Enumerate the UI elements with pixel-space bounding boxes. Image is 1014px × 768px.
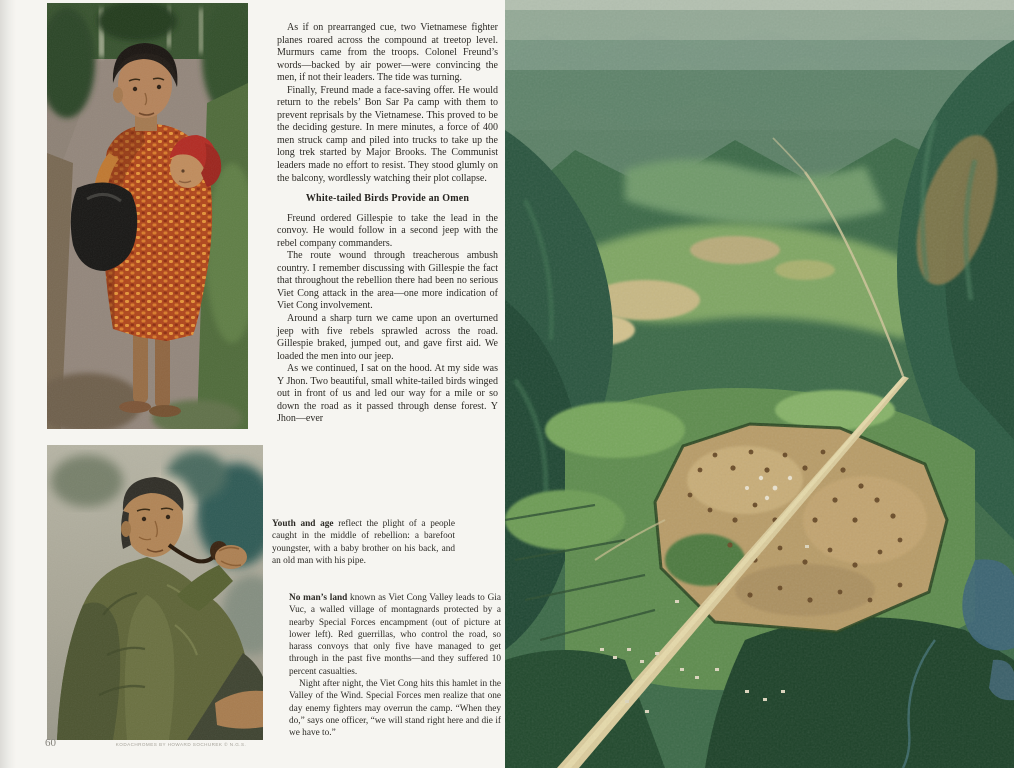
photo-credit: KODACHROMES BY HOWARD SOCHUREK © N.G.S.	[115, 742, 247, 747]
caption-text: reflect the plight of a people caught in the middle of rebellion: a barefoot youngster, with a baby brother on his back, and an old man with his pipe.	[272, 519, 455, 566]
caption-paragraph	[272, 518, 455, 567]
caption-lead: No man’s land	[289, 593, 348, 603]
aerial-valley-illustration	[505, 0, 1014, 768]
article-paragraph: Freund ordered Gillespie to take the lead in the convoy. He would follow in a second jeep with the rebel company commanders.	[277, 212, 498, 249]
section-heading: White-tailed Birds Provide an Omen	[305, 193, 470, 205]
article-paragraph: As if on prearranged cue, two Vietnamese fighter planes roared across the compound at treetop level. Murmurs came from the troops. Colonel Freund’s words—backed by air power—were convincing the men, if not their leaders. The tide was turning.	[277, 22, 498, 84]
old-man-photo-illustration	[47, 445, 263, 740]
caption-lead: Youth and age	[272, 519, 334, 529]
article-paragraph: Finally, Freund made a face-saving offer. He would return to the rebels’ Bon Sar Pa camp with them to prevent reprisals by the Vietnamese. This proved to be the deciding gesture. In mere minutes, a force of 400 men struck camp and piled into trucks to take up the long trek started by Major Brooks. The Communist leaders made no effort to resist. They stood glumly on the balcony, wordlessly watching their plot collapse.	[277, 84, 498, 184]
caption-paragraph: Night after night, the Viet Cong hits this hamlet in the Valley of the Wind. Special Forces men realize that one day enemy fighters may overrun the camp. “When they do,” says one officer, “we will stand right here and die if we have to.”	[289, 679, 501, 739]
scanned-page-edge	[0, 0, 16, 768]
article-text-column	[277, 22, 498, 426]
photo-old-man-with-pipe	[47, 445, 263, 740]
page-number: 60	[45, 737, 56, 749]
photo-boy-with-baby	[47, 3, 248, 429]
photo-aerial-viet-cong-valley	[505, 0, 1014, 768]
boy-photo-illustration	[47, 3, 248, 429]
caption-text: known as Viet Cong Valley leads to Gia Vuc, a walled village of montagnards protected by a nearby Special Forces encampment (out of picture at lower left). Red guerrillas, who control the road, so harass convoys that only five have managed to get through in the past five months—and they suffered 10 percent casualties.	[289, 593, 501, 677]
caption-paragraph	[289, 592, 501, 678]
article-paragraph: The route wound through treacherous ambush country. I remember discussing with Gillespie the fact that throughout the rebellion there had been no serious Viet Cong attack in the area—one more indication of Viet Cong involvement.	[277, 250, 498, 312]
article-paragraph: Around a sharp turn we came upon an overturned jeep with five rebels sprawled across the road. Gillespie braked, jumped out, and gave first aid. We loaded the men into our jeep.	[277, 313, 498, 362]
caption-youth-and-age	[272, 518, 455, 567]
caption-no-mans-land	[289, 592, 501, 740]
article-paragraph: As we continued, I sat on the hood. At my side was Y Jhon. Two beautiful, small white-tailed birds winged out in front of us and led our way for a mile or so down the road as it passed through dense forest. Y Jhon—ever	[277, 363, 498, 425]
